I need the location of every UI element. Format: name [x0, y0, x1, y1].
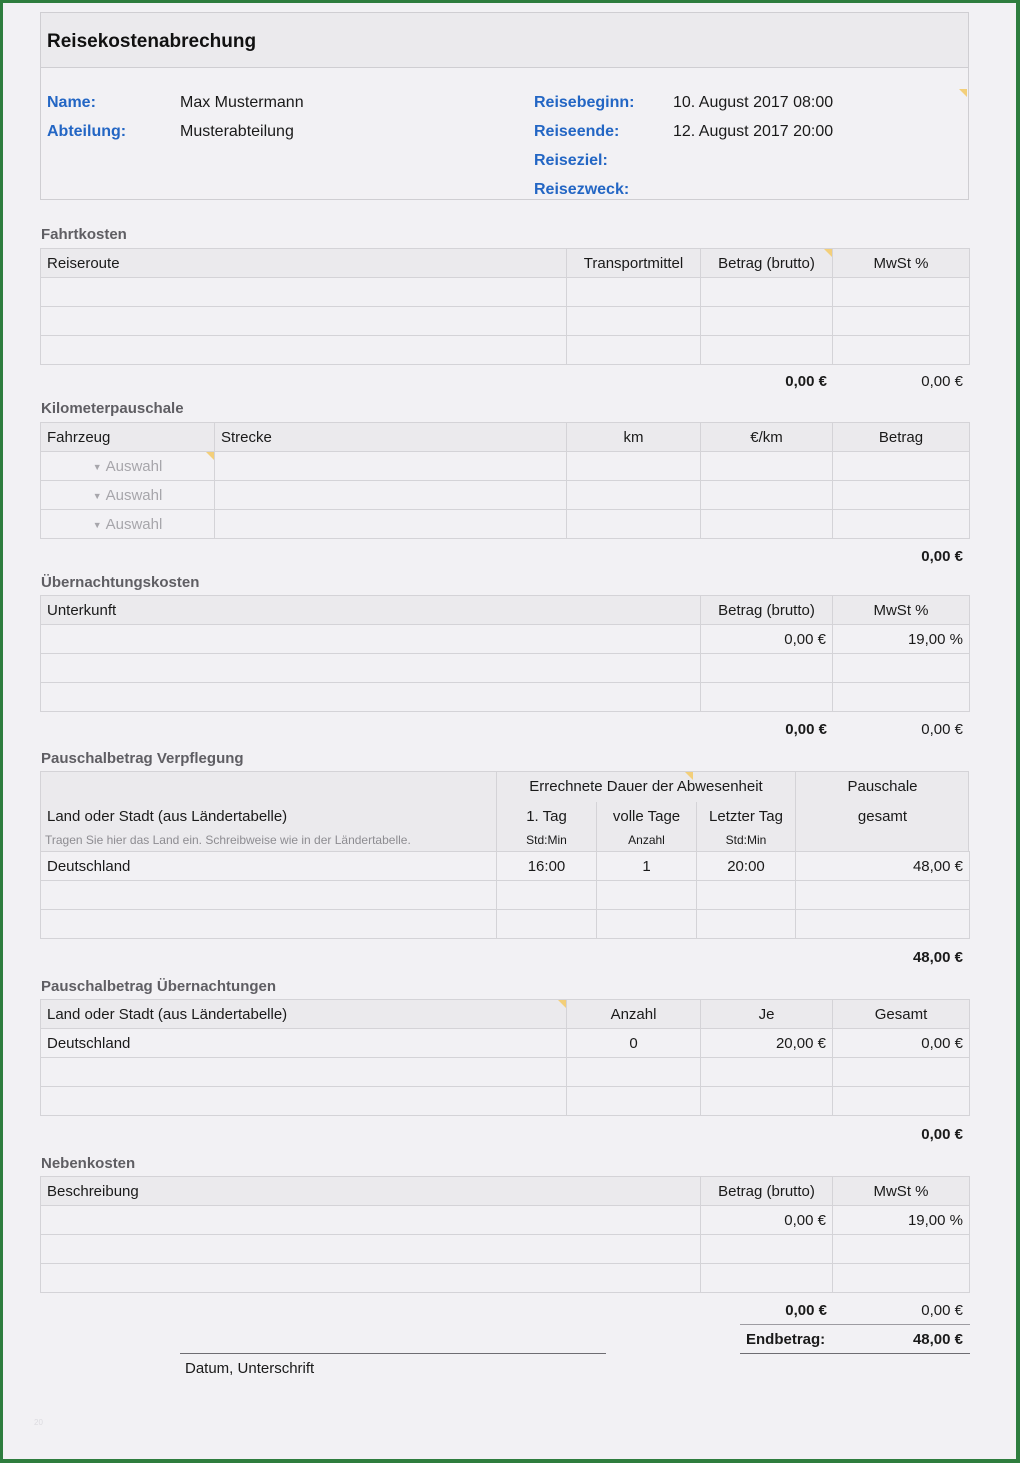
country-cell[interactable]: Deutschland [41, 852, 497, 881]
amount-cell[interactable] [701, 336, 833, 365]
comment-marker-icon[interactable] [558, 1000, 566, 1008]
table-row [41, 683, 970, 712]
name-field[interactable]: Max Mustermann [180, 94, 304, 111]
route-cell[interactable] [41, 278, 567, 307]
column-header: Betrag (brutto) [701, 1177, 833, 1206]
transport-cell[interactable] [567, 336, 701, 365]
column-header: Strecke [215, 423, 567, 452]
column-header-full-days: volle Tage [612, 808, 681, 825]
km-cell[interactable] [567, 452, 701, 481]
verpflegung-total: 48,00 € [912, 949, 963, 966]
column-header [701, 249, 833, 278]
vat-cell[interactable] [833, 654, 970, 683]
column-header: MwSt % [833, 596, 970, 625]
vat-cell[interactable] [833, 336, 970, 365]
table-row [41, 1235, 970, 1264]
km-cell[interactable] [567, 481, 701, 510]
vat-cell[interactable] [833, 1264, 970, 1293]
column-header: Betrag (brutto) [701, 596, 833, 625]
column-header: Transportmittel [567, 249, 701, 278]
table-row [41, 1206, 970, 1235]
amount-cell[interactable] [701, 307, 833, 336]
fahrtkosten-total-vat: 0,00 € [921, 373, 963, 390]
section-title-fahrtkosten: Fahrtkosten [41, 226, 127, 243]
destination-label: Reiseziel: [534, 152, 608, 169]
purpose-field[interactable] [673, 181, 873, 199]
uebernachtungskosten-total-vat: 0,00 € [921, 721, 963, 738]
column-header-land: Land oder Stadt (aus Ländertabelle) [47, 808, 288, 825]
verpflegung-header [40, 771, 969, 851]
destination-field[interactable] [673, 152, 873, 170]
vehicle-select[interactable] [41, 481, 215, 510]
description-cell[interactable] [41, 1264, 701, 1293]
column-header: Unterkunft [41, 596, 701, 625]
amount-cell[interactable]: 0,00 € [701, 1206, 833, 1235]
column-hint-land: Tragen Sie hier das Land ein. Schreibweise wie in der Ländertabelle. [45, 833, 411, 847]
title-bar [41, 13, 968, 68]
table-row [41, 654, 970, 683]
country-cell[interactable]: Deutschland [41, 1029, 567, 1058]
country-cell[interactable] [41, 910, 497, 939]
table-row [41, 881, 970, 910]
table-row [41, 278, 970, 307]
pauschale-cell [796, 881, 970, 910]
amount-cell[interactable] [701, 278, 833, 307]
vehicle-select-value: Auswahl [105, 486, 163, 504]
table-header-row [41, 423, 970, 452]
table-row [41, 1029, 970, 1058]
route-cell[interactable] [41, 336, 567, 365]
first-day-cell [497, 910, 597, 939]
vehicle-select[interactable] [41, 510, 215, 539]
column-header-pauschale: Pauschale [847, 778, 918, 795]
column-header-label: Land oder Stadt (aus Ländertabelle) [47, 1005, 288, 1023]
comment-marker-icon[interactable] [206, 452, 214, 460]
full-days-cell [597, 910, 697, 939]
amount-cell[interactable] [701, 654, 833, 683]
chevron-down-icon: ▼ [92, 461, 102, 472]
column-header: km [567, 423, 701, 452]
distance-route-cell[interactable] [215, 452, 567, 481]
section-title-verpflegung: Pauschalbetrag Verpflegung [41, 750, 244, 767]
total-cell [833, 1087, 970, 1116]
vat-cell[interactable]: 19,00 % [833, 1206, 970, 1235]
trip-start-label: Reisebeginn: [534, 94, 635, 111]
distance-route-cell[interactable] [215, 481, 567, 510]
last-day-cell [697, 881, 796, 910]
route-cell[interactable] [41, 307, 567, 336]
column-header: Betrag [833, 423, 970, 452]
km-cell[interactable] [567, 510, 701, 539]
table-row [41, 307, 970, 336]
amount-cell[interactable] [701, 1264, 833, 1293]
table-row [41, 910, 970, 939]
divider [740, 1353, 970, 1354]
fahrtkosten-table [40, 248, 970, 365]
amount-cell [833, 481, 970, 510]
accommodation-cell[interactable] [41, 683, 701, 712]
table-header-row [41, 1000, 970, 1029]
country-cell[interactable] [41, 881, 497, 910]
full-days-cell: 1 [597, 852, 697, 881]
column-header: MwSt % [833, 249, 970, 278]
column-header [41, 1000, 567, 1029]
rate-cell [701, 1087, 833, 1116]
comment-marker-icon[interactable] [824, 249, 832, 257]
fahrtkosten-total-brutto: 0,00 € [785, 373, 827, 390]
amount-cell[interactable]: 0,00 € [701, 625, 833, 654]
amount-cell[interactable] [701, 683, 833, 712]
column-group-header: Errechnete Dauer der Abwesenheit [529, 778, 763, 795]
column-header-first-day: 1. Tag [526, 808, 567, 825]
table-header-row [41, 249, 970, 278]
column-header: Gesamt [833, 1000, 970, 1029]
amount-cell [833, 452, 970, 481]
table-header-row [41, 1177, 970, 1206]
column-header: Anzahl [567, 1000, 701, 1029]
column-header: Fahrzeug [41, 423, 215, 452]
pauschale-cell: 48,00 € [796, 852, 970, 881]
accommodation-cell[interactable] [41, 654, 701, 683]
section-title-uebernachtungen-pauschal: Pauschalbetrag Übernachtungen [41, 978, 277, 995]
chevron-down-icon: ▼ [92, 519, 102, 530]
table-header-row [41, 596, 970, 625]
column-unit-full-days: Anzahl [628, 833, 665, 847]
department-label: Abteilung: [47, 123, 127, 140]
rate-cell[interactable] [701, 510, 833, 539]
final-amount-label: Endbetrag: [746, 1331, 826, 1348]
kilometerpauschale-table [40, 422, 970, 539]
amount-cell[interactable] [701, 1235, 833, 1264]
distance-route-cell[interactable] [215, 510, 567, 539]
vat-cell[interactable] [833, 307, 970, 336]
column-header: Reiseroute [41, 249, 567, 278]
column-header: Beschreibung [41, 1177, 701, 1206]
comment-marker-icon[interactable] [959, 89, 967, 97]
column-unit-last-day: Std:Min [725, 833, 767, 847]
vehicle-select-value: Auswahl [105, 515, 163, 533]
rate-cell[interactable] [701, 452, 833, 481]
vat-cell[interactable] [833, 1235, 970, 1264]
total-cell: 0,00 € [833, 1029, 970, 1058]
section-title-nebenkosten: Nebenkosten [41, 1155, 136, 1172]
column-header: MwSt % [833, 1177, 970, 1206]
verpflegung-table [40, 851, 970, 939]
nebenkosten-total-brutto: 0,00 € [785, 1302, 827, 1319]
accommodation-cell[interactable] [41, 625, 701, 654]
column-header-last-day: Letzter Tag [709, 808, 783, 825]
rate-cell [701, 1058, 833, 1087]
comment-marker-icon[interactable] [685, 772, 693, 780]
department-field[interactable]: Musterabteilung [180, 123, 294, 140]
table-row [41, 1264, 970, 1293]
total-cell [833, 1058, 970, 1087]
column-header: €/km [701, 423, 833, 452]
rate-cell: 20,00 € [701, 1029, 833, 1058]
uebernachtungskosten-table [40, 595, 970, 712]
last-day-cell: 20:00 [697, 852, 796, 881]
full-days-cell [597, 881, 697, 910]
table-row [41, 510, 970, 539]
column-header-label: Betrag (brutto) [718, 254, 815, 272]
section-title-kilometerpauschale: Kilometerpauschale [41, 400, 184, 417]
vat-cell[interactable] [833, 278, 970, 307]
trip-start-field[interactable]: 10. August 2017 08:00 [673, 94, 834, 111]
description-cell[interactable] [41, 1235, 701, 1264]
first-day-cell [497, 881, 597, 910]
transport-cell[interactable] [567, 307, 701, 336]
kilometerpauschale-total: 0,00 € [921, 548, 963, 565]
purpose-label: Reisezweck: [534, 181, 630, 198]
table-row [41, 625, 970, 654]
uebernachtungskosten-total-brutto: 0,00 € [785, 721, 827, 738]
uebernachtungen-pauschal-table [40, 999, 970, 1116]
last-day-cell [697, 910, 796, 939]
column-header: Je [701, 1000, 833, 1029]
signature-line[interactable] [180, 1353, 606, 1354]
column-header-pauschale-gesamt: gesamt [857, 808, 908, 825]
uebernachtungen-pauschal-total: 0,00 € [921, 1126, 963, 1143]
table-row [41, 336, 970, 365]
table-row [41, 852, 970, 881]
pauschale-cell [796, 910, 970, 939]
table-row [41, 481, 970, 510]
transport-cell[interactable] [567, 278, 701, 307]
country-cell[interactable] [41, 1058, 567, 1087]
vat-cell[interactable]: 19,00 % [833, 625, 970, 654]
final-amount-value: 48,00 € [912, 1331, 963, 1348]
vat-cell[interactable] [833, 683, 970, 712]
trip-end-label: Reiseende: [534, 123, 620, 140]
section-title-uebernachtungskosten: Übernachtungskosten [41, 574, 200, 591]
trip-end-field[interactable]: 12. August 2017 20:00 [673, 123, 834, 140]
page-title: Reisekostenabrechung [47, 31, 257, 52]
vehicle-select[interactable] [41, 452, 215, 481]
description-cell[interactable] [41, 1206, 701, 1235]
signature-label: Datum, Unterschrift [185, 1360, 315, 1377]
count-cell[interactable] [567, 1087, 701, 1116]
first-day-cell: 16:00 [497, 852, 597, 881]
count-cell[interactable] [567, 1058, 701, 1087]
vehicle-select-value: Auswahl [105, 457, 163, 475]
country-cell[interactable] [41, 1087, 567, 1116]
column-unit-first-day: Std:Min [526, 833, 567, 847]
table-row [41, 452, 970, 481]
nebenkosten-total-vat: 0,00 € [921, 1302, 963, 1319]
divider [740, 1324, 970, 1325]
nebenkosten-table [40, 1176, 970, 1293]
header-box [40, 12, 969, 200]
table-row [41, 1058, 970, 1087]
table-row [41, 1087, 970, 1116]
chevron-down-icon: ▼ [92, 490, 102, 501]
name-label: Name: [47, 94, 96, 111]
count-cell[interactable]: 0 [567, 1029, 701, 1058]
amount-cell [833, 510, 970, 539]
rate-cell[interactable] [701, 481, 833, 510]
page-number: 20 [34, 1418, 43, 1427]
